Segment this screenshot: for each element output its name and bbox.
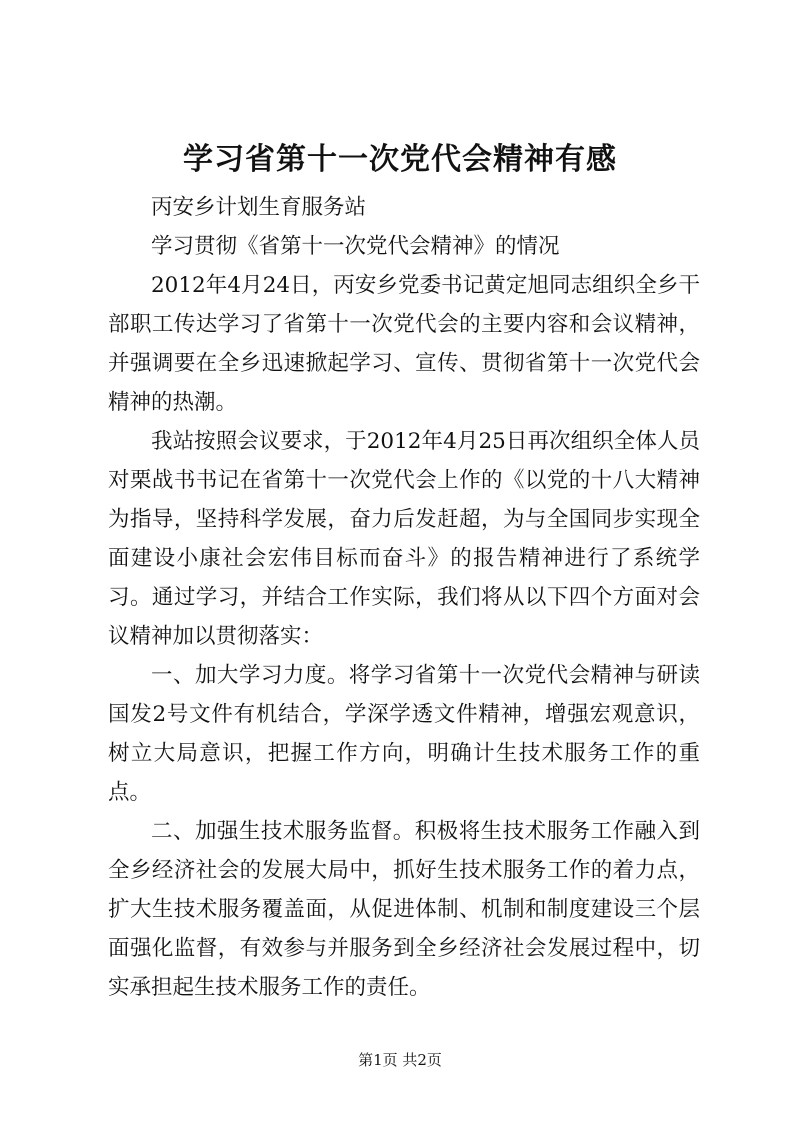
document-title: 学习省第十一次党代会精神有感 xyxy=(183,142,617,177)
paragraph-study: 我站按照会议要求，于2012年4月25日再次组织全体人员对栗战书书记在省第十一次党代会上作的《以党的十八大精神为指导，坚持科学发展，奋力后发赶超，为与全国同步实现全面建设小康社会宏伟目标而奋斗》的报告精神进行了系统学习。通过学习，并结合工作实际，我们将从以下四个方面对会议精神加以贯彻落实： xyxy=(108,429,700,649)
paragraph-meeting: 2012年4月24日，丙安乡党委书记黄定旭同志组织全乡干部职工传达学习了省第十一次党代会的主要内容和会议精神，并强调要在全乡迅速掀起学习、宣传、贯彻省第十一次党代会精神的热潮。 xyxy=(108,273,700,415)
org-name-line: 丙安乡计划生育服务站 xyxy=(151,195,367,220)
paragraph-point-two: 二、加强生技术服务监督。积极将生技术服务工作融入到全乡经济社会的发展大局中，抓好生技术服务工作的着力点，扩大生技术服务覆盖面，从促进体制、机制和制度建设三个层面强化监督，有效参与并服务到全乡经济社会发展过程中，切实承担起生技术服务工作的责任。 xyxy=(108,819,700,1000)
document-body xyxy=(108,188,700,1007)
paragraph-point-one: 一、加大学习力度。将学习省第十一次党代会精神与研读国发2号文件有机结合，学深学透文件精神，增强宏观意识，树立大局意识，把握工作方向，明确计生技术服务工作的重点。 xyxy=(108,663,700,805)
page-indicator: 第1页 共2页 xyxy=(358,1051,442,1069)
subtitle-line: 学习贯彻《省第十一次党代会精神》的情况 xyxy=(151,234,560,259)
